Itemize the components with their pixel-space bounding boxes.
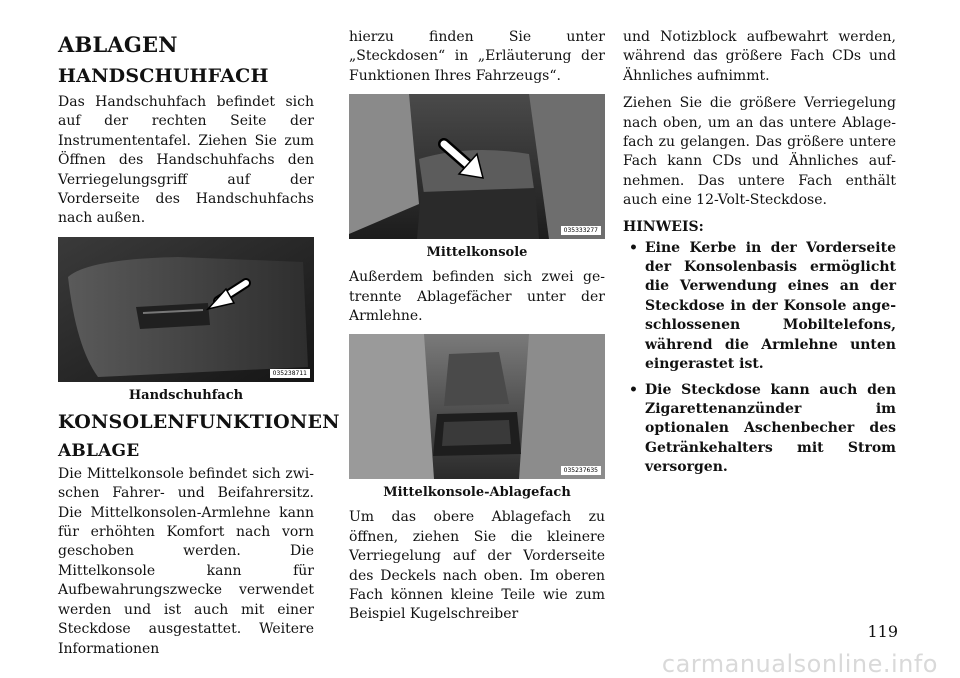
- column-left: [58, 28, 340, 667]
- column-middle: [349, 28, 605, 633]
- section-title-glovebox: HANDSCHUHFACH: [58, 65, 269, 87]
- note-list: [623, 239, 896, 478]
- console-text-continued: hierzu finden Sie unter „Steckdosen“ in „Erläuterung der Funktionen Ihres Fahrzeugs“.: [349, 29, 605, 84]
- photo-code: 035333277: [561, 226, 601, 235]
- chapter-heading: ABLAGEN: [58, 32, 178, 57]
- section-title-console: KONSOLENFUNKTIONEN: [58, 410, 340, 433]
- console-storage-photo: [349, 334, 605, 479]
- armrest-text: Außerdem befinden sich zwei getrennte Ablagefächer unter der Armlehne.: [349, 269, 605, 325]
- glovebox-illustration: [58, 237, 314, 382]
- glovebox-photo: [58, 237, 314, 382]
- photo-code: 035237635: [561, 466, 601, 475]
- console-storage-illustration: [349, 334, 605, 479]
- photo-caption: Handschuhfach: [128, 387, 244, 403]
- note-title: HINWEIS:: [623, 218, 704, 235]
- photo-caption: Mittelkonsole-Ablagefach: [383, 485, 571, 501]
- lower-bin-text: Ziehen Sie die größere Verriegelung nach oben, um an das untere Ablagefach zu gelangen. Das größere untere Fach kann CDs und Ähnliches aufnehmen. Das untere Fach enthält auch eine 12-Volt-Steckdose.: [623, 95, 896, 209]
- watermark: carmanualsonline.info: [661, 650, 938, 678]
- center-console-photo: [349, 94, 605, 239]
- column-right: [623, 28, 896, 484]
- note-item: • Eine Kerbe in der Vorderseite der Konsolenbasis ermöglicht die Verwendung eines an der Steckdose in der Konsole angeschlossenen Mobiltelefons, während die Armlehne unten eingerastet ist.: [623, 239, 896, 375]
- photo-caption: Mittelkonsole: [426, 245, 528, 261]
- note-item: • Die Steckdose kann auch den Zigarettenanzünder im optionalen Aschenbecher des Getränkehalters mit Strom versorgen.: [623, 381, 896, 478]
- upper-bin-text-continued: und Notizblock aufbewahrt werden, während das größere Fach CDs und Ähnliches aufnimmt.: [623, 29, 896, 84]
- upper-bin-text: Um das obere Ablagefach zu öffnen, ziehen Sie die kleinere Verriegelung auf der Vorderseite des Deckels nach oben. Im oberen Fach können kleine Teile wie zum Beispiel Kugelschreiber: [349, 509, 605, 623]
- center-console-illustration: [349, 94, 605, 239]
- subsection-title-storage: ABLAGE: [58, 440, 140, 461]
- page-number: 119: [867, 622, 898, 641]
- glovebox-text: Das Handschuhfach befindet sich auf der rechten Seite der Instrumententafel. Ziehen Sie zum Öffnen des Handschuhfachs den Verriegelungsgriff auf der Vorderseite des Handschuhfachs nach außen.: [58, 94, 314, 227]
- photo-code: 035238711: [270, 369, 310, 378]
- console-text: Die Mittelkonsole befindet sich zwischen Fahrer- und Beifahrersitz. Die Mittelkonsolen-Armlehne kann für erhöhten Komfort nach vorn geschoben werden. Die Mittelkonsole kann für Aufbewahrungszwecke verwendet werden und ist auch mit einer Steckdose ausgestattet. Weitere Informationen: [58, 465, 314, 657]
